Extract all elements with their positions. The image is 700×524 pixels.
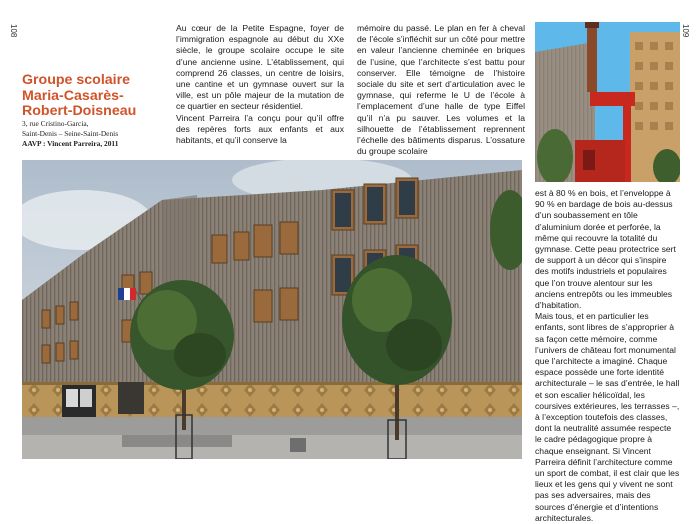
col1-paragraph-2: Vincent Parreira l’a conçu pour qu’il offre des repères forts aux enfants et aux habitants, et qu’il conserve la (176, 112, 344, 146)
text-column-2 (357, 23, 525, 157)
architect-credit: AAVP : Vincent Parreira, 2011 (22, 139, 119, 148)
text-column-3 (535, 188, 680, 524)
col1-paragraph-1: Au cœur de la Petite Espagne, foyer de l’immigration espagnole au début du XXe siècle, le groupe scolaire occupe le site d’une ancienne usine. L’établissement, qui comprend 26 classes, un centre de loisirs, une cantine et un gymnase ouvert sur la ville, est un pôle majeur de la mutation de ce quartier en secteur résidentiel. (176, 23, 344, 112)
page-number-right: 109 (681, 24, 690, 38)
project-title (22, 73, 162, 120)
text-column-1 (176, 23, 344, 146)
col2-paragraph-1: mémoire du passé. Le plan en fer à cheval de l’école s’infléchit sur un côté pour mettre en valeur l’ancienne cheminée en briques de l’usine, que l’architecte s’est battu pour conserver. Elle témoigne de l’histoire sociale du site et sert d’articulation avec le gymnase, qui referme le U de l’école à l’emplacement d’une halle de type Eiffel qu’il n’a pu sauver. Les volumes et la silhouette de l’établissement reprennent l’échelle des bâtiments disparus. L’ossature du groupe scolaire (357, 23, 525, 157)
col3-paragraph-2: Mais tous, et en particulier les enfants, sont libres de s’approprier à sa façon cette mémoire, comme l’univers de château fort monumental que l’architecte a imaginé. Chaque espace possède une forte identité architecturale – le sas d’entrée, le hall et son escalier hélicoïdal, les coursives extérieures, les terrasses –, à l’exception toutefois des classes, dont la neutralité assumée respecte le cadre pédagogique propre à chaque enseignant. Si Vincent Parreira définit l’architecture comme un sport de combat, il est clair que les lieux et les gens qui y vivent ne sont pas ses adversaires, mais des sources d’énergie et d’intentions architecturales. (535, 311, 680, 523)
col3-paragraph-1: est à 80 % en bois, et l’enveloppe à 90 % en bardage de bois au-dessus d’un soubassement en tôle d’aluminium dorée et perforée, la même qui recouvre la totalité du gymnase. Cette peau protectrice sert de support à un décor qui s’inspire des motifs industriels et populaires que l’on trouve alentour sur les anciens entrepôts ou les immeubles d’habitation. (535, 188, 676, 311)
page-number-left: 108 (9, 24, 18, 38)
school-facade-photo (22, 160, 522, 459)
title-line-3: Robert-Doisneau (22, 103, 137, 119)
title-line-1: Groupe scolaire (22, 72, 131, 88)
title-line-2: Maria-Casarès- (22, 87, 124, 104)
address-line-2: Saint-Denis – Seine-Saint-Denis (22, 129, 119, 138)
address-line-1: 3, rue Cristino-Garcia, (22, 119, 89, 128)
chimney-photo (535, 22, 680, 182)
project-address (22, 119, 167, 149)
